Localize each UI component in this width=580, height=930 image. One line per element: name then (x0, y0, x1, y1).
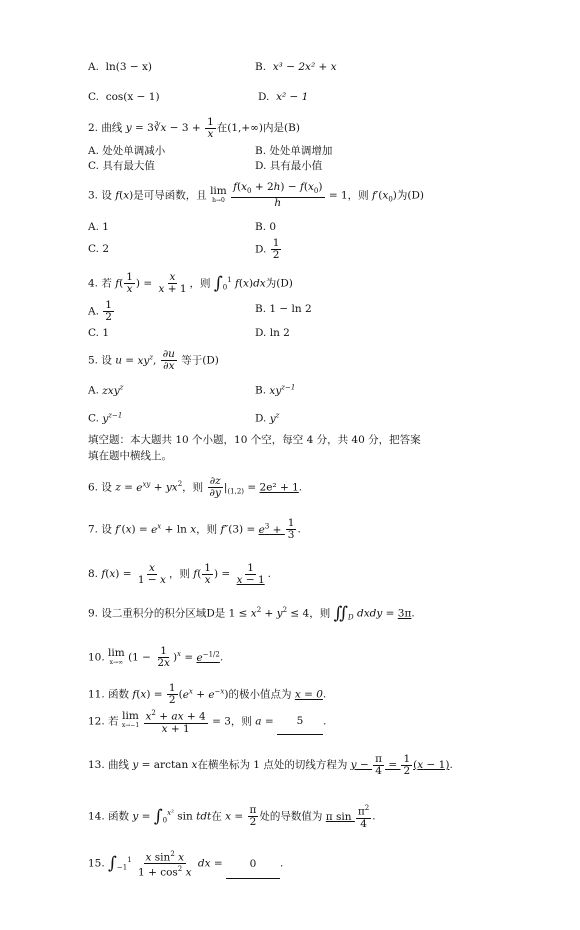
question-15: 15. $\int_{-1}^1$ $\frac{x \sin^2 x}{1 + \cos^2 x}$ dx = 0 . (88, 849, 284, 879)
q1-option-c: C. cos(x − 1) (88, 91, 160, 103)
question-8: 8. f(x) = $\frac{x}{1 - x}$ ，则 f( $\frac{1}{x}$ ) = $\frac{1}{x - 1}$ . (88, 561, 271, 586)
fill-section-heading: 填空题：本大题共 10 个小题，10 个空，每空 4 分，共 40 分，把答案填在题中横线上。 (88, 434, 421, 462)
q5-option-d: D. $y^z$ (255, 411, 280, 425)
q4-option-a: A. $\frac{1}{2}$ (88, 299, 112, 323)
q4-option-d: D. ln 2 (255, 327, 290, 339)
q1-option-a: A. ln(3 − x) (88, 61, 152, 73)
q1-option-d: D. x² − 1 (258, 91, 309, 103)
q3-option-d: D. $\frac{1}{2}$ (255, 237, 280, 261)
question-3: 3. 设 f(x)是可导函数，且 lim h→0 $\frac{f(x_0 + 2h) - f(x_0)}{h}$ = 1，则 $f'(x_0)$为(D) (88, 181, 425, 210)
question-13: 13. 曲线 y = arctan x在横坐标为 1 点处的切线方程为 y − $\frac{\pi}{4}$ = $\frac{1}{2}$ (x − 1). (88, 752, 453, 777)
question-6: 6. 设 $z = e^{xy} + yx^2$，则 $\frac{\partial z}{\partial y}$ $|_{(1,2)} = 2e^2 + 1$. (88, 475, 303, 499)
q1-option-b: B. x³ − 2x² + x (255, 61, 337, 73)
question-14: 14. 函数 $y = \int_0^{x^2}$ sin tdt在 x = $\frac{\pi}{2}$ 处的导数值为 π sin $\frac{\pi^2}{4}$ . (88, 804, 376, 830)
q2-option-b: B. 处处单调增加 (255, 145, 333, 157)
q5-option-c: C. $y^{z-1}$ (88, 411, 123, 425)
question-11: 11. 函数 f(x) = $\frac{1}{2}$ $(e^x + e^{-x})$的极小值点为 x = 0. (88, 682, 327, 706)
q2-option-d: D. 具有最小值 (255, 160, 323, 172)
q3-option-c: C. 2 (88, 243, 110, 255)
question-2: 2. 曲线 y = 3∛x − 3 + $\frac{1}{x}$ 在(1,+∞)内是(B) (88, 115, 300, 140)
q4-option-c: C. 1 (88, 327, 110, 339)
question-7: 7. 设 $f'(x) = e^x + \ln x$，则 $f''(3) = e^3$ + $\frac{1}{3}$ . (88, 517, 301, 541)
q5-option-a: A. zxy$^z$ (88, 383, 124, 397)
question-5: 5. 设 $u = xy^z$, $\frac{\partial u}{\partial x}$ 等于(D) (88, 348, 219, 372)
q5-option-b: B. $xy^{z-1}$ (255, 383, 296, 397)
q3-option-a: A. 1 (88, 221, 109, 233)
question-4: 4. 若 f( $\frac{1}{x}$ ) = $\frac{x}{x + 1}$ ，则 $\int_0^1$ f(x)dx为(D) (88, 271, 293, 295)
question-10: 10. lim x→∞ (1 − $\frac{1}{2x}$ )$^x = e^{-1/2}$. (88, 645, 224, 669)
question-12: 12. 若 lim x→−1 $\frac{x^2 + ax + 4}{x + 1}$ = 3，则 a = 5 . (88, 709, 327, 735)
q3-option-b: B. 0 (255, 221, 277, 233)
q2-option-a: A. 处处单调减小 (88, 145, 166, 157)
q4-option-b: B. 1 − ln 2 (255, 303, 312, 315)
q2-option-c: C. 具有最大值 (88, 160, 155, 172)
question-9: 9. 设二重积分的积分区域D是 $1 \le x^2 + y^2 \le 4$，则 $∬_D$ dxdy = 3π. (88, 603, 415, 624)
